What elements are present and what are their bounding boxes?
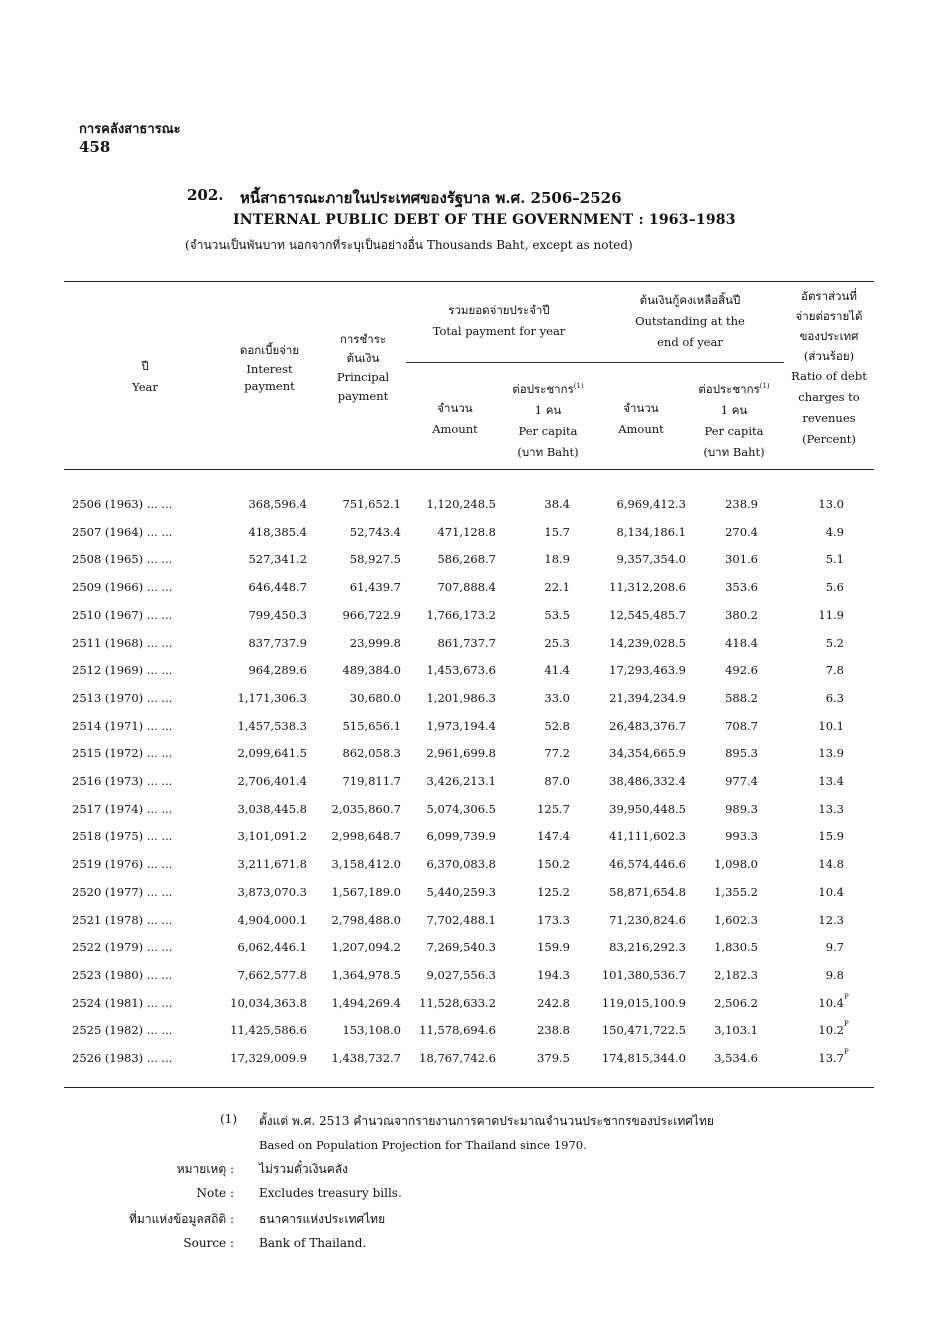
ratio-value: 10.2 <box>818 1023 844 1038</box>
source-english: Bank of Thailand. <box>259 1236 367 1250</box>
ratio-value: 11.9 <box>818 607 844 622</box>
cell-total: 9,027,556.3 <box>426 967 496 982</box>
cell-percap: 38.4 <box>544 497 570 511</box>
cell-out-percap: 993.3 <box>725 829 758 844</box>
ratio-value: 10.4 <box>818 995 844 1010</box>
cell-out-percap: 270.4 <box>725 524 758 539</box>
cell-total: 2,961,699.8 <box>426 746 496 761</box>
ratio-value: 13.3 <box>818 801 844 816</box>
cell-out-percap: 380.2 <box>725 607 758 622</box>
header-total-amount: จำนวน Amount <box>432 401 478 436</box>
cell-out-percap: 1,602.3 <box>714 912 758 927</box>
table-row <box>0 774 941 802</box>
ratio-value: 5.6 <box>825 580 844 595</box>
cell-year: 2511 (1968) ... ... <box>72 635 173 650</box>
cell-out: 174,815,344.0 <box>601 1051 686 1065</box>
table-row <box>0 525 941 553</box>
cell-principal: 61,439.7 <box>349 580 401 595</box>
cell-percap: 52.8 <box>544 718 570 733</box>
cell-out: 83,216,292.3 <box>609 940 686 955</box>
cell-ratio <box>790 940 844 954</box>
table-row <box>0 497 941 525</box>
cell-year: 2518 (1975) ... ... <box>72 829 173 844</box>
cell-principal: 23,999.8 <box>349 635 401 650</box>
cell-ratio <box>790 913 844 927</box>
footnote-1-english: Based on Population Projection for Thailand since 1970. <box>259 1138 587 1152</box>
cell-ratio <box>790 552 844 566</box>
cell-interest: 1,457,538.3 <box>237 718 307 733</box>
cell-out-percap: 353.6 <box>725 580 758 595</box>
cell-principal: 489,384.0 <box>342 663 401 678</box>
table-row <box>0 636 941 664</box>
ratio-value: 10.1 <box>818 718 844 733</box>
cell-percap: 150.2 <box>537 857 570 872</box>
cell-year: 2508 (1965) ... ... <box>72 552 173 567</box>
cell-total: 707,888.4 <box>437 580 496 595</box>
cell-interest: 6,062,446.1 <box>237 940 307 955</box>
cell-out: 17,293,463.9 <box>609 663 686 678</box>
ratio-value: 9.8 <box>825 967 844 982</box>
table-row <box>0 691 941 719</box>
cell-ratio <box>790 497 844 511</box>
cell-year: 2519 (1976) ... ... <box>72 857 173 872</box>
table-title-thai: หนี้สาธารณะภายในประเทศของรัฐบาล พ.ศ. 2506–2526 <box>240 189 622 207</box>
cell-ratio <box>790 992 849 1010</box>
table-row <box>0 885 941 913</box>
cell-ratio <box>790 774 844 788</box>
table-row <box>0 719 941 747</box>
cell-percap: 125.7 <box>537 801 570 816</box>
cell-percap: 41.4 <box>544 663 570 678</box>
cell-year: 2507 (1964) ... ... <box>72 524 173 539</box>
cell-out: 71,230,824.6 <box>609 912 686 927</box>
cell-ratio <box>790 580 844 594</box>
cell-principal: 2,035,860.7 <box>331 801 401 816</box>
cell-out: 26,483,376.7 <box>609 718 686 733</box>
cell-total: 1,120,248.5 <box>426 497 496 511</box>
table-unit-note: (จำนวนเป็นพันบาท นอกจากที่ระบุเป็นอย่างอื่น Thousands Baht, except as noted) <box>185 238 633 252</box>
cell-out-percap: 977.4 <box>725 774 758 788</box>
ratio-value: 4.9 <box>825 524 844 539</box>
cell-ratio <box>790 525 844 539</box>
cell-percap: 22.1 <box>544 580 570 595</box>
cell-out-percap: 1,355.2 <box>714 884 758 899</box>
table-row <box>0 663 941 691</box>
cell-percap: 147.4 <box>537 829 570 844</box>
ratio-value: 12.3 <box>818 912 844 927</box>
table-row <box>0 746 941 774</box>
cell-percap: 242.8 <box>537 995 570 1010</box>
table-row <box>0 992 941 1024</box>
cell-principal: 30,680.0 <box>349 690 401 705</box>
cell-out: 58,871,654.8 <box>609 884 686 899</box>
ratio-value: 13.4 <box>818 774 844 788</box>
cell-total: 5,440,259.3 <box>426 884 496 899</box>
cell-out-percap: 588.2 <box>725 690 758 705</box>
ratio-value: 5.1 <box>825 552 844 567</box>
cell-ratio <box>790 691 844 705</box>
cell-total: 11,578,694.6 <box>419 1023 496 1038</box>
cell-out: 39,950,448.5 <box>609 801 686 816</box>
source-en-label: Source : <box>183 1236 234 1250</box>
cell-interest: 368,596.4 <box>248 497 307 511</box>
cell-percap: 25.3 <box>544 635 570 650</box>
table-row <box>0 580 941 608</box>
cell-interest: 837,737.9 <box>248 635 307 650</box>
cell-percap: 194.3 <box>537 967 570 982</box>
table-row <box>0 552 941 580</box>
cell-total: 7,269,540.3 <box>426 940 496 955</box>
header-bottom-rule <box>64 469 874 470</box>
cell-total: 471,128.8 <box>437 524 496 539</box>
header-year: ปี Year <box>132 359 158 394</box>
preliminary-mark: P <box>844 1048 849 1056</box>
cell-ratio <box>790 746 844 760</box>
cell-interest: 3,873,070.3 <box>237 884 307 899</box>
header-ratio: อัตราส่วนที่ จ่ายต่อรายได้ ของประเทศ (ส่วนร้อย) Ratio of debt charges to revenues (Percent) <box>791 289 867 446</box>
cell-interest: 3,101,091.2 <box>237 829 307 844</box>
cell-ratio <box>790 663 844 677</box>
cell-percap: 173.3 <box>537 912 570 927</box>
ratio-value: 5.2 <box>825 635 844 650</box>
cell-out-percap: 492.6 <box>725 663 758 678</box>
source-thai-label: ที่มาแห่งข้อมูลสถิติ : <box>129 1212 234 1226</box>
cell-total: 5,074,306.5 <box>426 801 496 816</box>
table-row <box>0 608 941 636</box>
cell-percap: 87.0 <box>544 774 570 788</box>
cell-out: 9,357,354.0 <box>616 552 686 567</box>
header-outstanding-percapita: ต่อประชากร$^{(1)}$ 1 คน Per capita (บาท Baht) <box>698 381 770 459</box>
ratio-value: 10.4 <box>818 884 844 899</box>
table-row <box>0 802 941 830</box>
ratio-value: 13.7 <box>818 1051 844 1065</box>
table-row <box>0 1020 941 1051</box>
note-english: Excludes treasury bills. <box>259 1186 402 1200</box>
footnote-1-thai: ตั้งแต่ พ.ศ. 2513 คำนวณจากรายงานการคาดประมาณจำนวนประชากรของประเทศไทย <box>259 1114 714 1128</box>
cell-principal: 515,656.1 <box>342 718 401 733</box>
cell-principal: 1,567,189.0 <box>331 884 401 899</box>
cell-year: 2516 (1973) ... ... <box>72 774 173 788</box>
cell-out: 14,239,028.5 <box>609 635 686 650</box>
table-row <box>0 913 941 941</box>
table-bottom-rule <box>64 1087 874 1088</box>
cell-interest: 2,706,401.4 <box>237 774 307 788</box>
preliminary-mark: P <box>844 1020 849 1029</box>
cell-interest: 11,425,586.6 <box>230 1023 307 1038</box>
cell-year: 2526 (1983) ... ... <box>72 1051 173 1065</box>
cell-ratio <box>790 968 844 982</box>
cell-out-percap: 2,506.2 <box>714 995 758 1010</box>
cell-out: 150,471,722.5 <box>601 1023 686 1038</box>
cell-out-percap: 895.3 <box>725 746 758 761</box>
cell-out: 12,545,485.7 <box>609 607 686 622</box>
cell-principal: 2,998,648.7 <box>331 829 401 844</box>
cell-year: 2521 (1978) ... ... <box>72 912 173 927</box>
ratio-value: 15.9 <box>818 829 844 844</box>
ratio-value: 9.7 <box>825 940 844 955</box>
cell-principal: 719,811.7 <box>342 774 401 788</box>
cell-total: 7,702,488.1 <box>426 912 496 927</box>
cell-ratio <box>790 636 844 650</box>
cell-out: 11,312,208.6 <box>609 580 686 595</box>
cell-year: 2506 (1963) ... ... <box>72 497 173 511</box>
cell-percap: 18.9 <box>544 552 570 567</box>
ratio-value: 13.9 <box>818 746 844 761</box>
cell-principal: 52,743.4 <box>349 524 401 539</box>
cell-out: 8,134,186.1 <box>616 524 686 539</box>
cell-principal: 2,798,488.0 <box>331 912 401 927</box>
cell-interest: 2,099,641.5 <box>237 746 307 761</box>
table-top-rule <box>64 281 874 282</box>
cell-interest: 4,904,000.1 <box>237 912 307 927</box>
cell-out: 21,394,234.9 <box>609 690 686 705</box>
table-number: 202. <box>187 186 224 204</box>
cell-year: 2522 (1979) ... ... <box>72 940 173 955</box>
preliminary-mark: P <box>844 992 849 1001</box>
cell-percap: 125.2 <box>537 884 570 899</box>
note-thai-label: หมายเหตุ : <box>176 1162 234 1176</box>
cell-principal: 1,364,978.5 <box>331 967 401 982</box>
cell-percap: 238.8 <box>537 1023 570 1038</box>
cell-total: 1,973,194.4 <box>426 718 496 733</box>
cell-percap: 53.5 <box>544 607 570 622</box>
ratio-value: 13.0 <box>818 497 844 511</box>
cell-ratio <box>790 857 844 871</box>
cell-out: 6,969,412.3 <box>616 497 686 511</box>
cell-out-percap: 238.9 <box>725 497 758 511</box>
cell-out-percap: 301.6 <box>725 552 758 567</box>
cell-percap: 15.7 <box>544 524 570 539</box>
cell-year: 2523 (1980) ... ... <box>72 967 173 982</box>
cell-principal: 1,207,094.2 <box>331 940 401 955</box>
cell-interest: 418,385.4 <box>248 524 307 539</box>
cell-year: 2517 (1974) ... ... <box>72 801 173 816</box>
cell-total: 1,201,986.3 <box>426 690 496 705</box>
cell-principal: 1,494,269.4 <box>331 995 401 1010</box>
cell-out: 119,015,100.9 <box>601 995 686 1010</box>
cell-out-percap: 1,098.0 <box>714 857 758 872</box>
cell-total: 6,370,083.8 <box>426 857 496 872</box>
cell-out-percap: 989.3 <box>725 801 758 816</box>
cell-out-percap: 2,182.3 <box>714 967 758 982</box>
cell-interest: 17,329,009.9 <box>230 1051 307 1065</box>
cell-out-percap: 1,830.5 <box>714 940 758 955</box>
table-row <box>0 857 941 885</box>
cell-interest: 10,034,363.8 <box>230 995 307 1010</box>
cell-principal: 1,438,732.7 <box>331 1051 401 1065</box>
header-outstanding-amount: จำนวน Amount <box>618 401 664 436</box>
footnote-1-mark: (1) <box>220 1112 237 1126</box>
cell-principal: 862,058.3 <box>342 746 401 761</box>
cell-year: 2513 (1970) ... ... <box>72 690 173 705</box>
cell-ratio <box>790 829 844 843</box>
cell-year: 2520 (1977) ... ... <box>72 884 173 899</box>
cell-year: 2512 (1969) ... ... <box>72 663 173 678</box>
cell-principal: 58,927.5 <box>349 552 401 567</box>
cell-out-percap: 3,103.1 <box>714 1023 758 1038</box>
note-thai: ไม่รวมตั๋วเงินคลัง <box>259 1162 348 1176</box>
cell-year: 2509 (1966) ... ... <box>72 580 173 595</box>
cell-total: 11,528,633.2 <box>419 995 496 1010</box>
cell-out: 101,380,536.7 <box>601 967 686 982</box>
cell-total: 18,767,742.6 <box>419 1051 496 1065</box>
cell-total: 1,453,673.6 <box>426 663 496 678</box>
cell-total: 1,766,173.2 <box>426 607 496 622</box>
group-header-divider <box>406 362 784 363</box>
cell-total: 586,268.7 <box>437 552 496 567</box>
cell-interest: 799,450.3 <box>248 607 307 622</box>
cell-principal: 3,158,412.0 <box>331 857 401 872</box>
header-outstanding-group: ต้นเงินกู้คงเหลือสิ้นปี Outstanding at the end of year <box>635 293 745 349</box>
cell-percap: 77.2 <box>544 746 570 761</box>
cell-principal: 751,652.1 <box>342 497 401 511</box>
cell-out-percap: 3,534.6 <box>714 1051 758 1065</box>
header-interest: ดอกเบี้ยจ่าย Interest payment <box>239 343 300 393</box>
section-header: การคลังสาธารณะ <box>79 122 181 137</box>
cell-percap: 159.9 <box>537 940 570 955</box>
cell-year: 2514 (1971) ... ... <box>72 718 173 733</box>
cell-interest: 646,448.7 <box>248 580 307 595</box>
cell-out: 46,574,446.6 <box>609 857 686 872</box>
cell-interest: 3,211,671.8 <box>237 857 307 872</box>
cell-percap: 379.5 <box>537 1051 570 1065</box>
cell-interest: 7,662,577.8 <box>237 967 307 982</box>
cell-ratio <box>790 1048 849 1065</box>
cell-total: 6,099,739.9 <box>426 829 496 844</box>
header-total-group: รวมยอดจ่ายประจำปี Total payment for year <box>432 303 566 338</box>
cell-year: 2510 (1967) ... ... <box>72 607 173 622</box>
cell-year: 2515 (1972) ... ... <box>72 746 173 761</box>
cell-interest: 1,171,306.3 <box>237 690 307 705</box>
cell-total: 3,426,213.1 <box>426 774 496 788</box>
header-total-percapita: ต่อประชากร$^{(1)}$ 1 คน Per capita (บาท Baht) <box>512 381 584 459</box>
cell-ratio <box>790 802 844 816</box>
cell-ratio <box>790 608 844 622</box>
cell-principal: 153,108.0 <box>342 1023 401 1038</box>
page-number: 458 <box>79 138 111 156</box>
cell-principal: 966,722.9 <box>342 607 401 622</box>
cell-ratio <box>790 1020 849 1038</box>
cell-out-percap: 418.4 <box>725 635 758 650</box>
cell-ratio <box>790 719 844 733</box>
cell-out-percap: 708.7 <box>725 718 758 733</box>
cell-out: 41,111,602.3 <box>609 829 686 844</box>
table-row <box>0 829 941 857</box>
cell-year: 2524 (1981) ... ... <box>72 995 173 1010</box>
ratio-value: 6.3 <box>825 690 844 705</box>
cell-out: 38,486,332.4 <box>609 774 686 788</box>
cell-interest: 527,341.2 <box>248 552 307 567</box>
ratio-value: 14.8 <box>818 857 844 872</box>
cell-interest: 3,038,445.8 <box>237 801 307 816</box>
header-principal: การชำระ ต้นเงิน Principal payment <box>336 332 390 403</box>
cell-interest: 964,289.6 <box>248 663 307 678</box>
note-en-label: Note : <box>196 1186 234 1200</box>
table-row <box>0 968 941 996</box>
source-thai: ธนาคารแห่งประเทศไทย <box>259 1212 386 1226</box>
cell-out: 34,354,665.9 <box>609 746 686 761</box>
cell-year: 2525 (1982) ... ... <box>72 1023 173 1038</box>
cell-total: 861,737.7 <box>437 635 496 650</box>
cell-ratio <box>790 885 844 899</box>
cell-percap: 33.0 <box>544 690 570 705</box>
ratio-value: 7.8 <box>825 663 844 678</box>
table-row <box>0 940 941 968</box>
table-row <box>0 1048 941 1079</box>
table-title-english: INTERNAL PUBLIC DEBT OF THE GOVERNMENT : 1963–1983 <box>233 212 736 228</box>
